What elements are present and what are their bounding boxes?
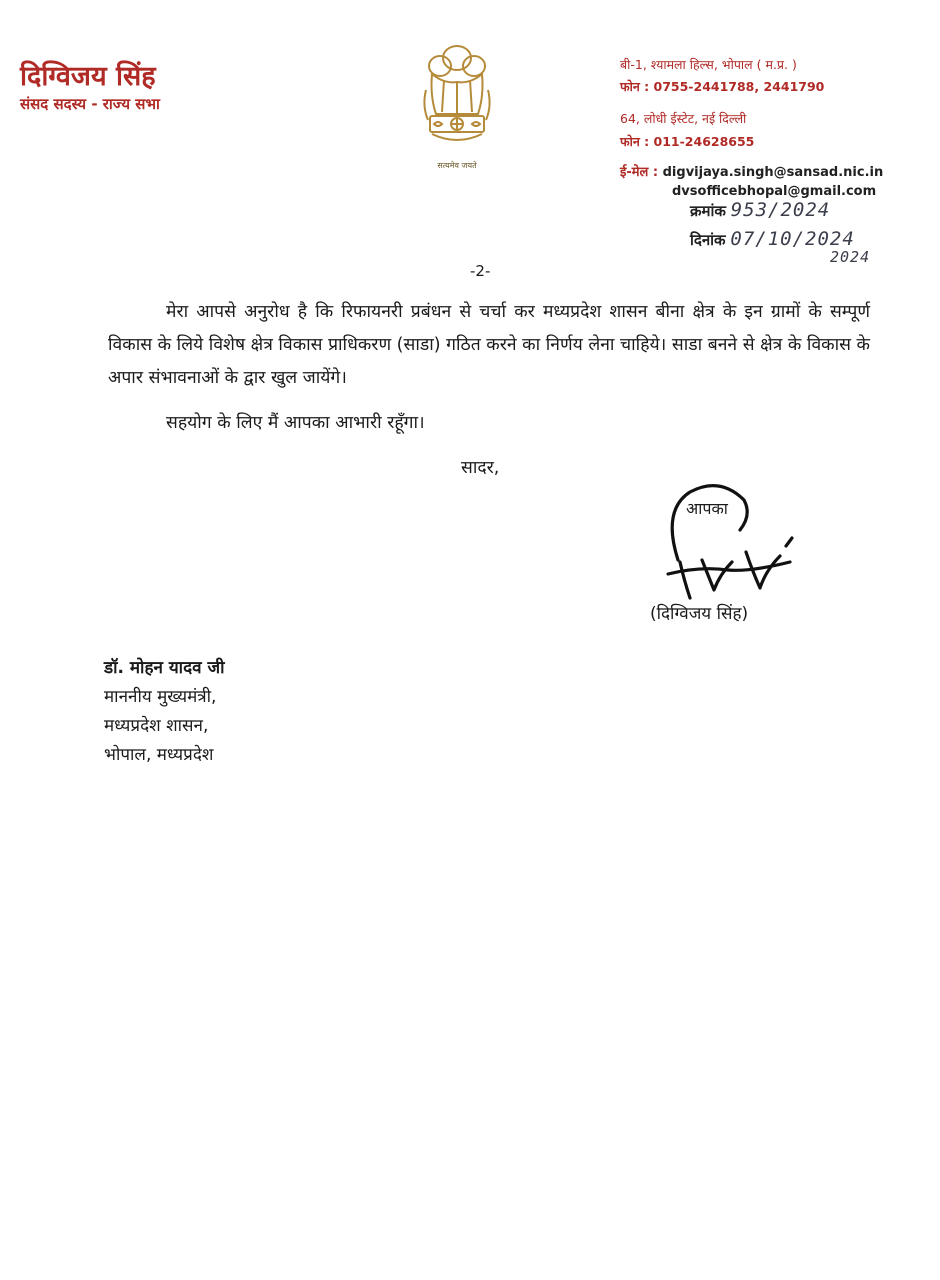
recipient-city: भोपाल, मध्यप्रदेश: [104, 745, 214, 765]
email-row: [620, 162, 883, 180]
yours-label: आपका: [686, 499, 728, 518]
recipient-name: डॉ. मोहन यादव जी: [104, 658, 225, 678]
address-delhi: 64, लोधी ईस्टेट, नई दिल्ली: [620, 111, 747, 126]
recipient-office: मध्यप्रदेश शासन,: [104, 716, 209, 736]
address-bhopal: बी-1, श्यामला हिल्स, भोपाल ( म.प्र. ): [620, 57, 797, 72]
date-row: [690, 228, 855, 250]
reference-row: [690, 199, 830, 221]
emblem-motto: सत्यमेव जयते: [437, 161, 477, 170]
signer-name: (दिग्विजय सिंह): [650, 604, 749, 624]
email-label: ई-मेल :: [620, 165, 659, 180]
date-label: दिनांक: [690, 231, 726, 249]
reference-number: 953/2024: [730, 199, 831, 221]
email-primary: digvijaya.singh@sansad.nic.in: [662, 165, 884, 180]
sender-name: दिग्विजय सिंह: [20, 61, 156, 92]
email-secondary: dvsofficebhopal@gmail.com: [672, 184, 877, 199]
date-value: 07/10/2024: [730, 228, 855, 250]
thanks-line: सहयोग के लिए मैं आपका आभारी रहूँगा।: [166, 413, 425, 433]
closing-salutation: सादर,: [461, 458, 500, 478]
phone-bhopal: फोन : 0755-2441788, 2441790: [620, 79, 825, 94]
handwritten-signature: [640, 470, 810, 610]
letter-body-paragraph: मेरा आपसे अनुरोध है कि रिफायनरी प्रबंधन से चर्चा कर मध्यप्रदेश शासन बीना क्षेत्र के इन ग्रामों के सम्पूर्ण विकास के लिये विशेष क्षेत्र विकास प्राधिकरण (साडा) गठित करने का निर्णय लेना चाहिये। साडा बनने से क्षेत्र के विकास के अपार संभावनाओं के द्वार खुल जायेंगे।: [108, 302, 870, 388]
recipient-title: माननीय मुख्यमंत्री,: [104, 687, 217, 707]
phone-delhi: फोन : 011-24628655: [620, 134, 755, 149]
page-number: -2-: [470, 262, 491, 280]
date-year-handwritten: 2024: [830, 248, 871, 266]
reference-label: क्रमांक: [690, 202, 726, 220]
sender-designation: संसद सदस्य - राज्य सभा: [20, 95, 160, 113]
national-emblem-icon: [412, 36, 502, 176]
